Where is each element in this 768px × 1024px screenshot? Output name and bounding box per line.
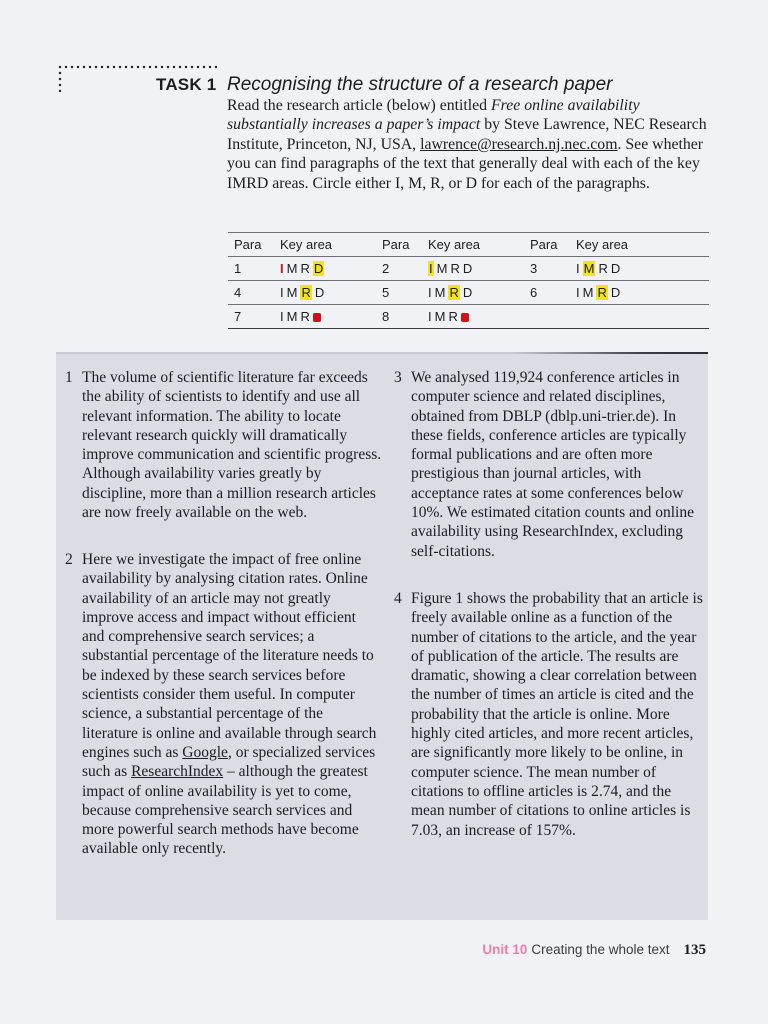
paragraph-number: 3 <box>394 369 402 386</box>
page-number: 135 <box>683 942 706 958</box>
article-paragraph-4 <box>394 589 707 840</box>
task-instructions <box>227 96 712 193</box>
imrd-option-d[interactable]: D <box>314 285 325 300</box>
para-number-cell: 7 <box>228 305 274 329</box>
imrd-option-i[interactable]: I <box>429 261 433 276</box>
imrd-option-d[interactable]: D <box>462 285 473 300</box>
key-area-cell <box>274 281 376 305</box>
key-area-cell <box>422 257 524 281</box>
imrd-option-r[interactable]: R <box>301 285 311 300</box>
dotted-rule <box>57 64 217 70</box>
table-row <box>228 281 709 305</box>
dotted-rule-vertical <box>57 70 63 92</box>
imrd-option-r[interactable]: R <box>597 285 607 300</box>
col-header-key-area: Key area <box>422 233 524 257</box>
col-header-key-area: Key area <box>570 233 709 257</box>
para-number-cell: 1 <box>228 257 274 281</box>
imrd-option-r[interactable]: R <box>598 261 608 276</box>
para-number-cell: 6 <box>524 281 570 305</box>
imrd-option-r[interactable]: R <box>448 309 458 324</box>
para-number-cell: 5 <box>376 281 422 305</box>
imrd-option-i[interactable]: I <box>576 285 580 300</box>
task-title: Recognising the structure of a research paper <box>227 74 613 95</box>
circled-answer-mark[interactable] <box>313 313 321 322</box>
key-area-cell <box>570 305 709 329</box>
col-header-para: Para <box>228 233 274 257</box>
para-number-cell: 2 <box>376 257 422 281</box>
imrd-option-i[interactable]: I <box>576 261 580 276</box>
intro-text-3: . See whether you can find paragraphs of the text that generally deal with each of the key IMRD areas. Circle either I, M, R, or D for each of the paragraphs. <box>227 135 704 192</box>
para-number-cell: 8 <box>376 305 422 329</box>
imrd-option-r[interactable]: R <box>300 261 310 276</box>
google-link[interactable]: Google <box>182 743 228 761</box>
paragraph-text: , or specialized services such as <box>82 743 376 781</box>
paragraph-text: The volume of scientific literature far exceeds the ability of scientists to identify and use all relevant information. The ability to locate relevant research quickly will dramatically improve communication and scientific progress. Although availability varies greatly by discipline, more than a million research articles are now freely available on the web. <box>82 369 382 522</box>
imrd-option-m[interactable]: M <box>436 261 448 276</box>
intro-text-1: Read the research article (below) entitled <box>227 97 492 114</box>
imrd-option-m[interactable]: M <box>286 285 298 300</box>
imrd-option-i[interactable]: I <box>428 309 432 324</box>
paragraph-text: – although the greatest impact of online availability is yet to come, because comprehensive search services and more powerful search methods have become available only recently. <box>82 763 368 858</box>
researchindex-link[interactable]: ResearchIndex <box>131 763 224 781</box>
imrd-option-m[interactable]: M <box>286 309 298 324</box>
imrd-option-r[interactable]: R <box>300 309 310 324</box>
imrd-option-d[interactable]: D <box>610 285 621 300</box>
imrd-option-i[interactable]: I <box>280 261 284 276</box>
imrd-option-i[interactable]: I <box>280 309 284 324</box>
author-email-link[interactable]: lawrence@research.nj.nec.com <box>420 135 618 153</box>
imrd-option-d[interactable]: D <box>313 261 324 276</box>
col-header-key-area: Key area <box>274 233 376 257</box>
table-header-row <box>228 233 709 257</box>
para-number-cell: 4 <box>228 281 274 305</box>
imrd-option-d[interactable]: D <box>462 261 473 276</box>
imrd-option-r[interactable]: R <box>450 261 460 276</box>
paragraph-text: Figure 1 shows the probability that an article is freely available online as a function of the number of citations to the article, and the year of publication of the article. The results are dramatic, showing a clear correlation between the number of times an article is cited and the probability that the article is online. More highly cited articles, and more recent articles, are significantly more likely to be online, in computer science. The mean number of citations to offline articles is 2.74, and the mean number of citations to online articles is 7.03, an increase of 157%. <box>411 590 703 839</box>
col-header-para: Para <box>524 233 570 257</box>
imrd-option-r[interactable]: R <box>449 285 459 300</box>
imrd-option-m[interactable]: M <box>434 285 446 300</box>
page-footer <box>482 942 706 959</box>
col-header-para: Para <box>376 233 422 257</box>
article-paragraph-2 <box>65 550 382 859</box>
footer-unit: Unit 10 <box>482 942 528 957</box>
imrd-option-d[interactable]: D <box>610 261 621 276</box>
key-area-cell <box>422 305 524 329</box>
paragraph-number: 1 <box>65 369 73 386</box>
footer-title: Creating the whole text <box>531 942 670 957</box>
imrd-answer-table <box>228 232 709 329</box>
paragraph-text: Here we investigate the impact of free online availability by analysing citation rates. Online availability of an article may not greatly improve access and impact without efficient and comprehensive search services; a substantial percentage of the literature needs to be indexed by these search services before scientists consider them useful. In computer science, a substantial percentage of the literature is online and available through search engines such as <box>82 551 377 761</box>
key-area-cell <box>274 257 376 281</box>
imrd-option-i[interactable]: I <box>428 285 432 300</box>
intro-text-2: by Steve Lawrence, NEC Research Institute, Princeton, NJ, USA, <box>227 116 707 153</box>
key-area-cell <box>422 281 524 305</box>
imrd-option-m[interactable]: M <box>434 309 446 324</box>
key-area-cell <box>570 281 709 305</box>
task-label: TASK 1 <box>156 75 217 94</box>
table-row <box>228 257 709 281</box>
paragraph-number: 4 <box>394 590 402 607</box>
table-row <box>228 305 709 329</box>
paragraph-number: 2 <box>65 551 73 568</box>
para-number-cell <box>524 305 570 329</box>
article-paragraph-1 <box>65 368 382 522</box>
imrd-option-m[interactable]: M <box>286 261 298 276</box>
key-area-cell <box>570 257 709 281</box>
article-paragraph-3 <box>394 368 707 561</box>
para-number-cell: 3 <box>524 257 570 281</box>
imrd-option-m[interactable]: M <box>582 285 594 300</box>
imrd-option-m[interactable]: M <box>583 261 595 276</box>
imrd-option-i[interactable]: I <box>280 285 284 300</box>
circled-answer-mark[interactable] <box>461 313 469 322</box>
key-area-cell <box>274 305 376 329</box>
article-title: Free online availability substantially increases a paper’s impact <box>227 97 640 134</box>
paragraph-text: We analysed 119,924 conference articles in computer science and related disciplines, obtained from DBLP (dblp.uni-trier.de). In these fields, conference articles are typically formal publications and are often more prestigious than journal articles, with acceptance rates at some conferences below 10%. We estimated citation counts and online availability using ResearchIndex, excluding self-citations. <box>411 369 694 560</box>
